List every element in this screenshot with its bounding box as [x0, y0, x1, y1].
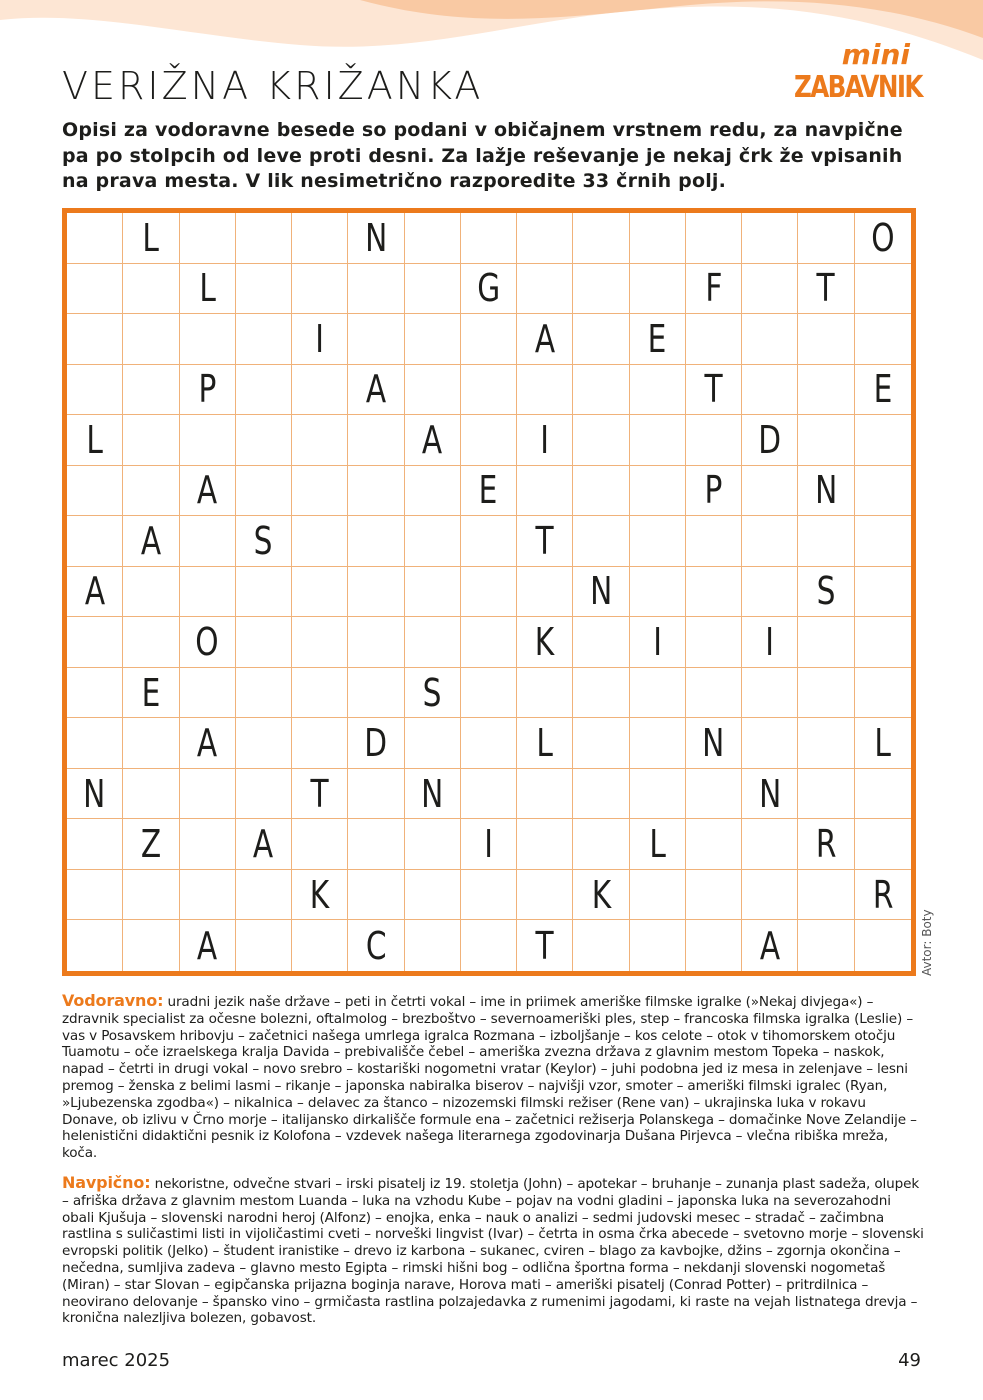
grid-cell[interactable]	[630, 617, 686, 668]
grid-cell[interactable]	[573, 769, 629, 820]
grid-cell[interactable]	[461, 365, 517, 416]
vertical-clues-heading: Navpično:	[62, 1173, 151, 1192]
grid-cell[interactable]	[292, 314, 348, 365]
grid-cell[interactable]	[292, 870, 348, 921]
grid-letter: S	[254, 518, 273, 563]
grid-cell[interactable]	[573, 819, 629, 870]
grid-cell[interactable]	[630, 516, 686, 567]
grid-cell[interactable]	[573, 213, 629, 264]
grid-cell[interactable]	[405, 920, 461, 971]
grid-letter: E	[873, 367, 893, 412]
grid-cell[interactable]	[855, 264, 911, 315]
grid-cell[interactable]	[573, 516, 629, 567]
grid-letter: D	[758, 417, 782, 462]
grid-cell[interactable]	[461, 668, 517, 719]
grid-cell[interactable]	[236, 264, 292, 315]
grid-cell[interactable]	[517, 466, 573, 517]
grid-letter: A	[365, 367, 387, 412]
grid-letter: N	[83, 771, 106, 816]
grid-cell[interactable]	[686, 516, 742, 567]
grid-letter: A	[422, 417, 443, 462]
grid-cell[interactable]	[573, 567, 629, 618]
grid-cell[interactable]	[292, 718, 348, 769]
grid-cell[interactable]	[236, 819, 292, 870]
grid-cell[interactable]	[67, 415, 123, 466]
grid-cell[interactable]	[742, 870, 798, 921]
grid-cell[interactable]	[630, 819, 686, 870]
grid-cell[interactable]	[630, 466, 686, 517]
grid-cell[interactable]	[180, 516, 236, 567]
grid-cell[interactable]	[180, 769, 236, 820]
grid-cell[interactable]	[742, 718, 798, 769]
grid-cell[interactable]	[348, 567, 404, 618]
grid-cell[interactable]	[855, 870, 911, 921]
grid-cell[interactable]	[461, 870, 517, 921]
grid-cell[interactable]	[686, 819, 742, 870]
grid-letter: L	[649, 822, 666, 867]
grid-cell[interactable]	[798, 466, 854, 517]
grid-cell[interactable]	[686, 264, 742, 315]
grid-cell[interactable]	[67, 567, 123, 618]
grid-cell[interactable]	[180, 264, 236, 315]
grid-cell[interactable]	[180, 466, 236, 517]
grid-cell[interactable]	[236, 314, 292, 365]
grid-cell[interactable]	[180, 213, 236, 264]
grid-cell[interactable]	[405, 415, 461, 466]
grid-cell[interactable]	[405, 567, 461, 618]
grid-cell[interactable]	[236, 466, 292, 517]
grid-cell[interactable]	[348, 516, 404, 567]
grid-cell[interactable]	[798, 365, 854, 416]
grid-cell[interactable]	[686, 415, 742, 466]
grid-letter: N	[589, 569, 613, 614]
grid-cell[interactable]	[742, 213, 798, 264]
grid-cell[interactable]	[292, 617, 348, 668]
grid-cell[interactable]	[517, 516, 573, 567]
grid-cell[interactable]	[517, 920, 573, 971]
grid-cell[interactable]	[686, 769, 742, 820]
grid-cell[interactable]	[67, 264, 123, 315]
grid-cell[interactable]	[742, 516, 798, 567]
grid-cell[interactable]	[67, 516, 123, 567]
grid-cell[interactable]	[236, 718, 292, 769]
grid-cell[interactable]	[686, 870, 742, 921]
grid-letter: P	[704, 468, 723, 513]
grid-cell[interactable]	[798, 819, 854, 870]
grid-cell[interactable]	[180, 415, 236, 466]
grid-letter: A	[197, 721, 218, 766]
vertical-clues	[62, 1175, 924, 1327]
grid-cell[interactable]	[180, 314, 236, 365]
grid-cell[interactable]	[123, 718, 179, 769]
grid-cell[interactable]	[573, 415, 629, 466]
grid-cell[interactable]	[405, 213, 461, 264]
grid-cell[interactable]	[405, 819, 461, 870]
grid-cell[interactable]	[461, 314, 517, 365]
grid-cell[interactable]	[461, 769, 517, 820]
grid-cell[interactable]	[798, 264, 854, 315]
grid-letter: L	[536, 721, 554, 766]
mini-zabavnik-logo	[788, 40, 928, 116]
grid-cell[interactable]	[686, 920, 742, 971]
grid-cell[interactable]	[180, 617, 236, 668]
grid-cell[interactable]	[180, 870, 236, 921]
grid-cell[interactable]	[855, 718, 911, 769]
grid-cell[interactable]	[461, 213, 517, 264]
grid-cell[interactable]	[180, 668, 236, 719]
grid-cell[interactable]	[686, 466, 742, 517]
grid-cell[interactable]	[742, 920, 798, 971]
grid-letter: A	[197, 468, 218, 513]
grid-cell[interactable]	[348, 617, 404, 668]
grid-cell[interactable]	[686, 567, 742, 618]
grid-cell[interactable]	[461, 920, 517, 971]
grid-letter: A	[140, 518, 162, 563]
grid-cell[interactable]	[686, 314, 742, 365]
grid-cell[interactable]	[292, 668, 348, 719]
grid-cell[interactable]	[461, 264, 517, 315]
grid-cell[interactable]	[405, 264, 461, 315]
grid-cell[interactable]	[180, 920, 236, 971]
grid-cell[interactable]	[461, 466, 517, 517]
grid-cell[interactable]	[742, 819, 798, 870]
issue-date: marec 2025	[62, 1350, 171, 1371]
grid-letter: K	[535, 620, 555, 665]
grid-cell[interactable]	[123, 213, 179, 264]
grid-cell[interactable]	[292, 365, 348, 416]
grid-cell[interactable]	[123, 819, 179, 870]
grid-letter: E	[141, 670, 161, 715]
grid-cell[interactable]	[236, 365, 292, 416]
grid-cell[interactable]	[630, 718, 686, 769]
grid-cell[interactable]	[517, 769, 573, 820]
grid-cell[interactable]	[798, 718, 854, 769]
grid-letter: E	[479, 468, 498, 513]
grid-cell[interactable]	[236, 516, 292, 567]
grid-cell[interactable]	[855, 516, 911, 567]
grid-cell[interactable]	[292, 567, 348, 618]
grid-cell[interactable]	[292, 213, 348, 264]
grid-cell[interactable]	[742, 668, 798, 719]
grid-letter: F	[705, 266, 723, 311]
grid-cell[interactable]	[630, 769, 686, 820]
grid-cell[interactable]	[180, 365, 236, 416]
grid-letter: I	[484, 822, 493, 867]
grid-cell[interactable]	[798, 213, 854, 264]
grid-cell[interactable]	[517, 668, 573, 719]
grid-cell[interactable]	[67, 718, 123, 769]
grid-letter: K	[309, 872, 330, 917]
grid-cell[interactable]	[123, 314, 179, 365]
grid-cell[interactable]	[630, 314, 686, 365]
grid-letter: C	[365, 923, 387, 968]
crossword-grid-frame	[62, 208, 916, 976]
grid-cell[interactable]	[405, 769, 461, 820]
grid-cell[interactable]	[405, 516, 461, 567]
grid-letter: S	[422, 670, 442, 715]
grid-cell[interactable]	[461, 617, 517, 668]
grid-cell[interactable]	[573, 668, 629, 719]
grid-cell[interactable]	[517, 415, 573, 466]
grid-cell[interactable]	[517, 819, 573, 870]
grid-cell[interactable]	[405, 870, 461, 921]
grid-cell[interactable]	[123, 617, 179, 668]
grid-letter: Z	[140, 822, 162, 867]
grid-cell[interactable]	[123, 567, 179, 618]
grid-cell[interactable]	[461, 516, 517, 567]
grid-cell[interactable]	[236, 769, 292, 820]
grid-cell[interactable]	[123, 516, 179, 567]
grid-cell[interactable]	[517, 213, 573, 264]
grid-cell[interactable]	[123, 264, 179, 315]
grid-letter: A	[253, 822, 274, 867]
logo-mini-text: mini	[841, 38, 910, 71]
grid-cell[interactable]	[180, 567, 236, 618]
grid-cell[interactable]	[236, 617, 292, 668]
grid-cell[interactable]	[742, 617, 798, 668]
grid-cell[interactable]	[348, 213, 404, 264]
grid-cell[interactable]	[517, 617, 573, 668]
grid-cell[interactable]	[798, 920, 854, 971]
grid-cell[interactable]	[405, 365, 461, 416]
grid-cell[interactable]	[686, 365, 742, 416]
grid-cell[interactable]	[292, 466, 348, 517]
grid-letter: I	[652, 620, 662, 665]
grid-cell[interactable]	[573, 314, 629, 365]
grid-cell[interactable]	[123, 870, 179, 921]
grid-cell[interactable]	[573, 466, 629, 517]
grid-cell[interactable]	[348, 415, 404, 466]
grid-cell[interactable]	[236, 567, 292, 618]
grid-cell[interactable]	[855, 668, 911, 719]
horizontal-clues	[62, 993, 924, 1162]
grid-cell[interactable]	[461, 819, 517, 870]
grid-letter: T	[535, 923, 554, 968]
grid-cell[interactable]	[67, 466, 123, 517]
grid-letter: S	[816, 569, 836, 614]
grid-cell[interactable]	[573, 718, 629, 769]
grid-letter: I	[540, 417, 550, 462]
grid-cell[interactable]	[855, 415, 911, 466]
grid-cell[interactable]	[573, 264, 629, 315]
grid-cell[interactable]	[855, 920, 911, 971]
grid-cell[interactable]	[742, 415, 798, 466]
grid-cell[interactable]	[180, 819, 236, 870]
grid-cell[interactable]	[348, 264, 404, 315]
grid-letter: E	[647, 316, 667, 361]
grid-cell[interactable]	[67, 920, 123, 971]
grid-cell[interactable]	[348, 314, 404, 365]
grid-cell[interactable]	[348, 819, 404, 870]
grid-cell[interactable]	[461, 415, 517, 466]
grid-cell[interactable]	[348, 870, 404, 921]
grid-cell[interactable]	[123, 920, 179, 971]
grid-cell[interactable]	[517, 314, 573, 365]
grid-letter: A	[534, 316, 555, 361]
grid-cell[interactable]	[236, 920, 292, 971]
author-credit: Avtor: Boty	[920, 909, 934, 976]
grid-cell[interactable]	[855, 819, 911, 870]
grid-cell[interactable]	[630, 415, 686, 466]
grid-cell[interactable]	[292, 415, 348, 466]
grid-cell[interactable]	[236, 668, 292, 719]
grid-cell[interactable]	[630, 870, 686, 921]
crossword-grid	[67, 213, 911, 971]
grid-cell[interactable]	[630, 213, 686, 264]
grid-letter: L	[198, 266, 216, 311]
grid-letter: K	[591, 872, 611, 917]
grid-cell[interactable]	[405, 314, 461, 365]
grid-letter: T	[704, 367, 723, 412]
grid-letter: T	[535, 518, 554, 563]
grid-cell[interactable]	[292, 819, 348, 870]
grid-cell[interactable]	[67, 819, 123, 870]
grid-letter: N	[758, 771, 781, 816]
grid-cell[interactable]	[517, 718, 573, 769]
grid-cell[interactable]	[292, 264, 348, 315]
grid-letter: N	[814, 468, 838, 513]
grid-cell[interactable]	[405, 718, 461, 769]
grid-cell[interactable]	[348, 920, 404, 971]
grid-cell[interactable]	[67, 668, 123, 719]
grid-cell[interactable]	[348, 365, 404, 416]
grid-cell[interactable]	[798, 668, 854, 719]
grid-cell[interactable]	[517, 870, 573, 921]
grid-cell[interactable]	[67, 769, 123, 820]
grid-cell[interactable]	[67, 365, 123, 416]
grid-cell[interactable]	[686, 213, 742, 264]
grid-cell[interactable]	[236, 870, 292, 921]
grid-cell[interactable]	[798, 415, 854, 466]
grid-letter: D	[364, 721, 388, 766]
grid-cell[interactable]	[855, 617, 911, 668]
grid-cell[interactable]	[348, 718, 404, 769]
grid-letter: N	[421, 771, 444, 816]
grid-cell[interactable]	[742, 314, 798, 365]
puzzle-title: VERIŽNA KRIŽANKA	[62, 64, 484, 108]
grid-letter: L	[86, 417, 103, 462]
grid-cell[interactable]	[855, 466, 911, 517]
grid-cell[interactable]	[686, 718, 742, 769]
grid-cell[interactable]	[405, 668, 461, 719]
grid-cell[interactable]	[517, 365, 573, 416]
grid-cell[interactable]	[742, 567, 798, 618]
grid-cell[interactable]	[798, 516, 854, 567]
vertical-clues-text: nekoristne, odvečne stvari – irski pisatelj iz 19. stoletja (John) – apotekar – bruhanje – zunanja plast sadeža, olupek – afriška država z glavnim mestom Luanda – luka na vzhodu Kube – pojav na vodni gladini – japonska luka na severozahodni obali Kjušuja – slovenski narodni heroj (Alfonz) – enojka, enka – nauk o analizi – sedmi judovski mesec – stradač – začimbna rastlina s suličastimi listi in vijoličastimi cveti – norveški lingvist (Ivar) – četrta in osma črka abecede – svetovno morje – slovenski evropski politik (Jelko) – študent iranistike – drevo iz karbona – sukanec, cviren – blago za kavbojke, džins – zgornja okončina – nečedna, sumljiva zadeva – glavno mesto Egipta – rimski hišni bog – odlična športna forma – nekdanji slovenski nogometaš (Miran) – star Slovan – egipčanska prijazna boginja narave, Horova mati – ameriški pisatelj (Conrad Potter) – pritrdilnica – neovirano delovanje – špansko vino – grmičasta rastlina polzajedavka z rumenimi jagodami, ki raste na vejah listnatega drevja – kronična nalezljiva bolezen, gobavost.	[62, 1176, 924, 1327]
grid-cell[interactable]	[742, 264, 798, 315]
horizontal-clues-text: uradni jezik naše države – peti in četrti vokal – ime in priimek ameriške filmske igralke (»Nekaj divjega«) – zdravnik specialist za očesne bolezni, oftalmolog – brezboštvo – severnoameriški ples, step – francoska filmska igralka (Leslie) – vas v Posavskem hribovju – začetnici našega umrlega igralca Rozmana – izboljšanje – kos celote – otok v tihomorskem otočju Tuamotu – oče izraelskega kralja Davida – prebivališče čebel – ameriška zvezna država z glavnim mestom Topeka – naskok, napad – četrti in drugi vokal – novo srebro – kostariški nogometni vratar (Keylor) – juhi podobna jed iz mesa in zelenjave – lesni premog – ženska z belimi lasmi – rikanje – japonska nabiralka biserov – najvišji vzor, smoter – ameriški filmski igralec (Ryan, »Ljubezenska zgodba«) – nikalnica – delavec za štanco – nizozemski filmski režiser (Rene van) – ukrajinska luka v rokavu Donave, ob izlivu v Črno morje – italijansko dirkališče formule ena – začetnici režiserja Polanskega – domačinke Nove Zelandije – helenistični didaktični pesnik iz Kolofona – vzdevek našega literarnega zgodovinarja Dušana Pirjevca – vlečna ribiška mreža, koča.	[62, 994, 917, 1162]
grid-cell[interactable]	[798, 870, 854, 921]
grid-cell[interactable]	[855, 365, 911, 416]
grid-letter: R	[872, 872, 894, 917]
grid-letter: O	[871, 215, 895, 260]
grid-cell[interactable]	[630, 365, 686, 416]
grid-cell[interactable]	[855, 314, 911, 365]
grid-cell[interactable]	[67, 314, 123, 365]
grid-letter: L	[142, 215, 160, 260]
grid-cell[interactable]	[67, 617, 123, 668]
puzzle-instructions: Opisi za vodoravne besede so podani v običajnem vrstnem redu, za navpične pa po stolpcih od leve proti desni. Za lažje reševanje je nekaj črk že vpisanih na prava mesta. V lik nesimetrično razporedite 33 črnih polj.	[62, 119, 903, 192]
grid-cell[interactable]	[348, 769, 404, 820]
grid-cell[interactable]	[630, 920, 686, 971]
grid-cell[interactable]	[742, 466, 798, 517]
logo-zabavnik-text: ZABAVNIK	[794, 70, 922, 105]
grid-cell[interactable]	[573, 617, 629, 668]
grid-cell[interactable]	[855, 769, 911, 820]
horizontal-clues-heading: Vodoravno:	[62, 991, 164, 1010]
grid-cell[interactable]	[292, 769, 348, 820]
grid-cell[interactable]	[236, 415, 292, 466]
page-number: 49	[898, 1350, 921, 1371]
grid-letter: T	[817, 266, 836, 311]
grid-cell[interactable]	[236, 213, 292, 264]
grid-letter: G	[477, 266, 500, 311]
grid-cell[interactable]	[67, 870, 123, 921]
grid-cell[interactable]	[573, 870, 629, 921]
grid-cell[interactable]	[798, 769, 854, 820]
grid-cell[interactable]	[798, 567, 854, 618]
grid-cell[interactable]	[405, 466, 461, 517]
grid-letter: I	[765, 620, 775, 665]
grid-letter: R	[815, 822, 837, 867]
grid-cell[interactable]	[855, 213, 911, 264]
grid-cell[interactable]	[855, 567, 911, 618]
grid-cell[interactable]	[123, 769, 179, 820]
grid-letter: I	[315, 316, 325, 361]
grid-letter: N	[364, 215, 388, 260]
grid-cell[interactable]	[517, 264, 573, 315]
grid-cell[interactable]	[742, 769, 798, 820]
grid-cell[interactable]	[798, 617, 854, 668]
grid-cell[interactable]	[461, 567, 517, 618]
grid-letter: A	[84, 569, 105, 614]
grid-letter: L	[874, 721, 892, 766]
grid-cell[interactable]	[686, 617, 742, 668]
grid-cell[interactable]	[123, 466, 179, 517]
grid-cell[interactable]	[630, 567, 686, 618]
grid-cell[interactable]	[348, 668, 404, 719]
grid-letter: A	[197, 923, 218, 968]
grid-letter: A	[759, 923, 780, 968]
grid-cell[interactable]	[630, 264, 686, 315]
grid-cell[interactable]	[573, 365, 629, 416]
grid-cell[interactable]	[123, 415, 179, 466]
grid-cell[interactable]	[292, 516, 348, 567]
grid-letter: O	[195, 620, 219, 665]
grid-cell[interactable]	[405, 617, 461, 668]
grid-cell[interactable]	[348, 466, 404, 517]
grid-cell[interactable]	[630, 668, 686, 719]
grid-cell[interactable]	[686, 668, 742, 719]
grid-letter: P	[198, 367, 217, 412]
grid-cell[interactable]	[67, 213, 123, 264]
grid-cell[interactable]	[180, 718, 236, 769]
grid-letter: N	[702, 721, 725, 766]
grid-cell[interactable]	[517, 567, 573, 618]
grid-cell[interactable]	[123, 365, 179, 416]
grid-cell[interactable]	[292, 920, 348, 971]
grid-letter: T	[310, 771, 329, 816]
grid-cell[interactable]	[798, 314, 854, 365]
grid-cell[interactable]	[573, 920, 629, 971]
grid-cell[interactable]	[742, 365, 798, 416]
grid-cell[interactable]	[461, 718, 517, 769]
grid-cell[interactable]	[123, 668, 179, 719]
